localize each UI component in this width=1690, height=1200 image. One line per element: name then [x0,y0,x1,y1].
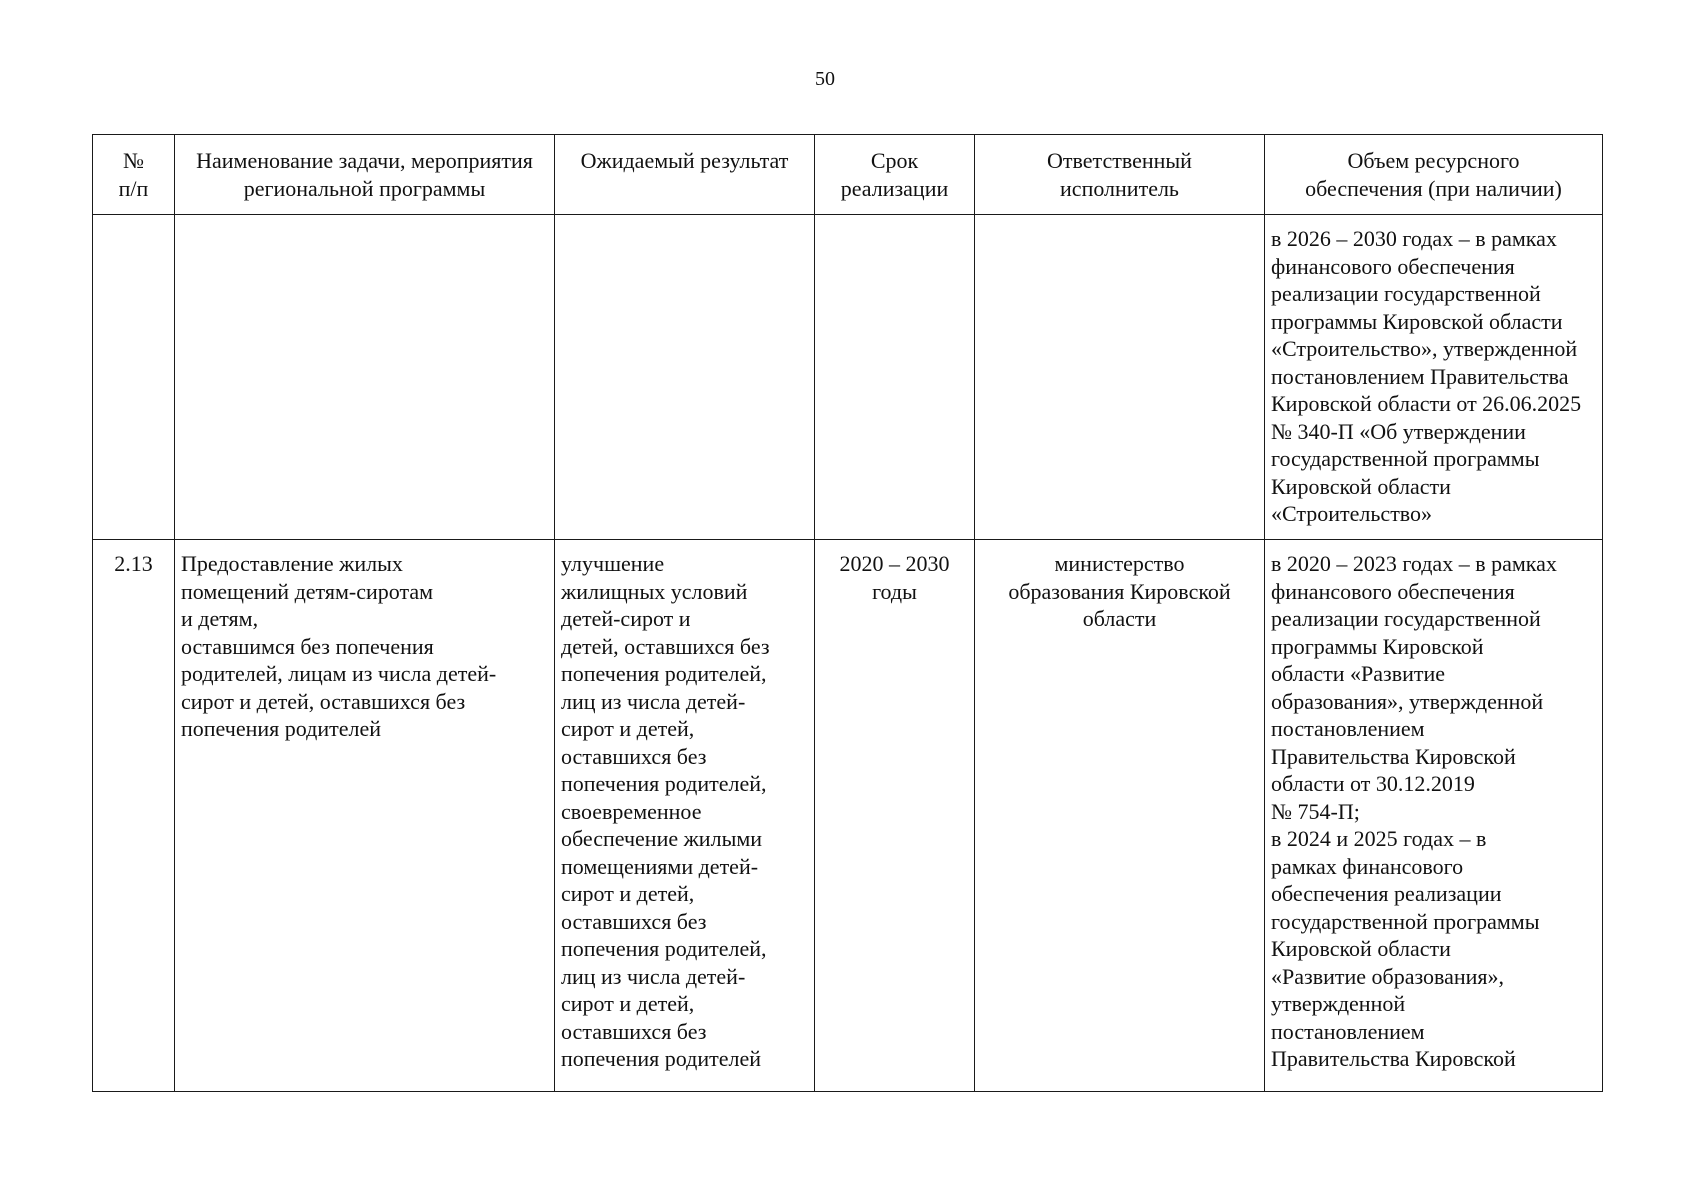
header-task-name: Наименование задачи, мероприятия региональной программы [175,135,555,215]
cell-text-line: обеспечение жилыми [561,826,763,851]
cell-text-line: № 754-П; [1271,798,1360,824]
cell-text-line: и детям, [181,606,259,631]
term-lines [819,550,970,605]
cell-text-line: государственной программы [1271,908,1540,934]
table-row-continued [93,215,1603,540]
cell-text-line: реализации государственной [1271,606,1541,631]
header-expected-result: Ожидаемый результат [555,135,815,215]
header-term: Срок реализации [815,135,975,215]
cell-resources-continued [1265,215,1603,540]
cell-text-line: сирот и детей, оставшихся без [181,688,466,714]
cell-text-line: финансового обеспечения [1271,578,1515,604]
cell-text-line: попечения родителей, [561,771,767,796]
cell-text-line: оставшихся без [561,908,707,934]
cell-text-line: лиц из числа детей- [561,963,746,989]
cell-text-line: 2020 – 2030 [839,551,950,576]
cell-text-line: утвержденной [1271,991,1406,1016]
cell-text-line: постановлением Правительства [1271,363,1569,389]
cell-text-line: государственной программы [1271,446,1540,471]
cell-task-name-empty [175,215,555,540]
cell-text-line: «Строительство» [1271,501,1433,526]
cell-text-line: министерство [1054,551,1185,576]
resources-continued-lines [1271,225,1598,528]
cell-text-line: «Развитие образования», [1271,963,1505,989]
cell-text-line: Кировской области [1271,936,1451,961]
cell-text-line: в 2020 – 2023 годах – в рамках [1271,551,1557,576]
table-row-2-13 [93,540,1603,1092]
cell-text-line: улучшение [561,551,665,576]
cell-text-line: лиц из числа детей- [561,688,746,714]
cell-text-line: рамках финансового [1271,853,1464,879]
cell-text-line: помещений детям-сиротам [181,578,434,604]
cell-text-line: области от 30.12.2019 [1271,771,1475,796]
cell-text-line: постановлением [1271,716,1425,741]
cell-text-line: попечения родителей [181,716,381,741]
cell-text-line: образования Кировской [1008,578,1231,604]
cell-text-line: программы Кировской [1271,633,1484,659]
cell-text-line: детей, оставшихся без [561,633,770,659]
cell-text-line: Правительства Кировской [1271,743,1516,769]
cell-text-line: оставшихся без [561,1018,707,1044]
cell-result-empty [555,215,815,540]
cell-text-line: в 2024 и 2025 годах – в [1271,826,1487,851]
cell-text-line: области «Развитие [1271,661,1446,686]
cell-text-line: № 340-П «Об утверждении [1271,418,1526,444]
cell-expected-result [555,540,815,1092]
cell-number: 2.13 [93,540,175,1092]
expected-result-lines [561,550,810,1073]
cell-text-line: попечения родителей, [561,936,767,961]
cell-resources [1265,540,1603,1092]
page-number: 50 [815,68,835,90]
cell-text-line: образования», утвержденной [1271,688,1544,714]
cell-text-line: годы [872,578,917,604]
cell-term [815,540,975,1092]
header-resources: Объем ресурсного обеспечения (при наличии) [1265,135,1603,215]
table-header-row [93,135,1603,215]
cell-executor-empty [975,215,1265,540]
cell-text-line: помещениями детей- [561,853,759,879]
cell-text-line: Кировской области [1271,473,1451,499]
cell-text-line: Кировской области от 26.06.2025 [1271,391,1582,416]
header-number: № п/п [93,135,175,215]
cell-text-line: детей-сирот и [561,606,691,631]
task-name-lines [181,550,550,743]
cell-text-line: попечения родителей [561,1046,761,1071]
cell-text-line: попечения родителей, [561,661,767,686]
cell-task-name [175,540,555,1092]
cell-text-line: сирот и детей, [561,881,695,906]
cell-text-line: в 2026 – 2030 годах – в рамках [1271,226,1557,251]
cell-text-line: постановлением [1271,1018,1425,1044]
cell-number-empty [93,215,175,540]
cell-text-line: «Строительство», утвержденной [1271,336,1578,361]
cell-executor [975,540,1265,1092]
resources-lines [1271,550,1598,1073]
cell-term-empty [815,215,975,540]
header-executor: Ответственный исполнитель [975,135,1265,215]
cell-text-line: реализации государственной [1271,281,1541,306]
cell-text-line: области [1082,606,1157,631]
cell-text-line: финансового обеспечения [1271,253,1515,279]
cell-text-line: оставшимся без попечения [181,633,434,659]
cell-text-line: Предоставление жилых [181,551,403,576]
cell-text-line: обеспечения реализации [1271,881,1502,906]
cell-text-line: программы Кировской области [1271,308,1563,334]
cell-text-line: родителей, лицам из числа детей- [181,661,497,686]
cell-text-line: своевременное [561,798,702,824]
executor-lines [979,550,1260,633]
cell-text-line: Правительства Кировской [1271,1046,1516,1071]
cell-text-line: сирот и детей, [561,991,695,1016]
cell-text-line: жилищных условий [561,578,748,604]
program-table [92,134,1603,1092]
cell-text-line: сирот и детей, [561,716,695,741]
cell-text-line: оставшихся без [561,743,707,769]
